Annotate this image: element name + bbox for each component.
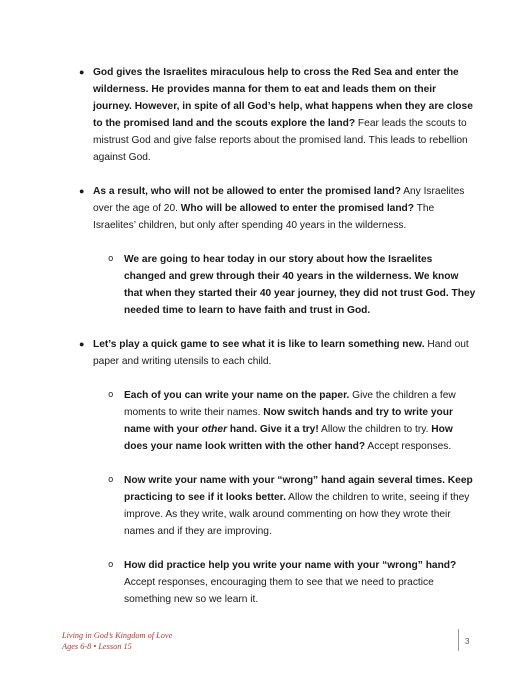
list-item: [76, 336, 476, 370]
bold-text: Let’s play a quick game to see what it is like to learn something new.: [93, 339, 425, 350]
bold-text: Now switch hands and try to write your name with your: [124, 407, 453, 435]
body-text: Accept responses.: [365, 441, 452, 452]
body-text: Give the children a few moments to write their names.: [124, 390, 456, 418]
bold-text: Who will be allowed to enter the promised land?: [180, 203, 414, 214]
page-number: 3: [465, 637, 470, 646]
body-text: Allow the children to write, seeing if they improve. As they write, walk around commenting on how they wrote their names and if they are improving.: [124, 492, 470, 537]
sub-bullet-icon: o: [108, 254, 114, 264]
sub-list-item: [108, 472, 476, 540]
bullet-icon: ●: [79, 339, 85, 349]
sub-bullet-icon: o: [108, 475, 114, 485]
list-item: [76, 64, 476, 166]
body-text: Allow the children to try.: [318, 424, 432, 435]
sub-list-item: [108, 387, 476, 455]
footer: [62, 630, 172, 652]
sub-bullet-icon: o: [108, 560, 114, 570]
bullet-icon: ●: [79, 186, 85, 196]
bold-text: Now write your name with your “wrong” hand again several times. Keep practicing to see if it looks better.: [124, 475, 473, 503]
bold-text: God gives the Israelites miraculous help to cross the Red Sea and enter the wilderness. He provides manna for them to eat and leads them on their journey. However, in spite of all God’s help, what happens when they are close to the promised land and the scouts explore the land?: [93, 67, 473, 129]
bold-text: We are going to hear today in our story about how the Israelites changed and grew through their 40 years in the wilderness. We know that when they started their 40 year journey, they did not trust God. They needed time to learn to have faith and trust in God.: [124, 254, 476, 316]
bullet-icon: ●: [79, 67, 85, 77]
bold-text: How did practice help you write your name with your “wrong” hand?: [124, 560, 457, 571]
sub-list-item: [108, 251, 476, 319]
bold-text: hand. Give it a try!: [227, 424, 319, 435]
body-text: Fear leads the scouts to mistrust God and give false reports about the promised land. This leads to rebellion against God.: [93, 118, 468, 163]
body-text: Accept responses, encouraging them to see that we need to practice something new so we learn it.: [124, 577, 434, 605]
bold-text: As a result, who will not be allowed to enter the promised land?: [93, 186, 401, 197]
footer-title: Living in God’s Kingdom of Love: [62, 631, 173, 640]
bold-italic-text: other: [201, 424, 228, 435]
body-text: The Israelites’ children, but only after spending 40 years in the wilderness.: [93, 203, 435, 231]
footer-divider: [458, 629, 459, 651]
bold-text: Each of you can write your name on the paper.: [124, 390, 350, 401]
bold-text: How does your name look written with the other hand?: [124, 424, 453, 452]
list-item: [76, 183, 476, 234]
sub-list-item: [108, 557, 476, 608]
sub-bullet-icon: o: [108, 390, 114, 400]
body-text: Any Israelites over the age of 20.: [93, 186, 465, 214]
lesson-content: [76, 64, 476, 625]
footer-subtitle: Ages 6-8 • Lesson 15: [62, 642, 132, 651]
body-text: Hand out paper and writing utensils to each child.: [93, 339, 469, 367]
